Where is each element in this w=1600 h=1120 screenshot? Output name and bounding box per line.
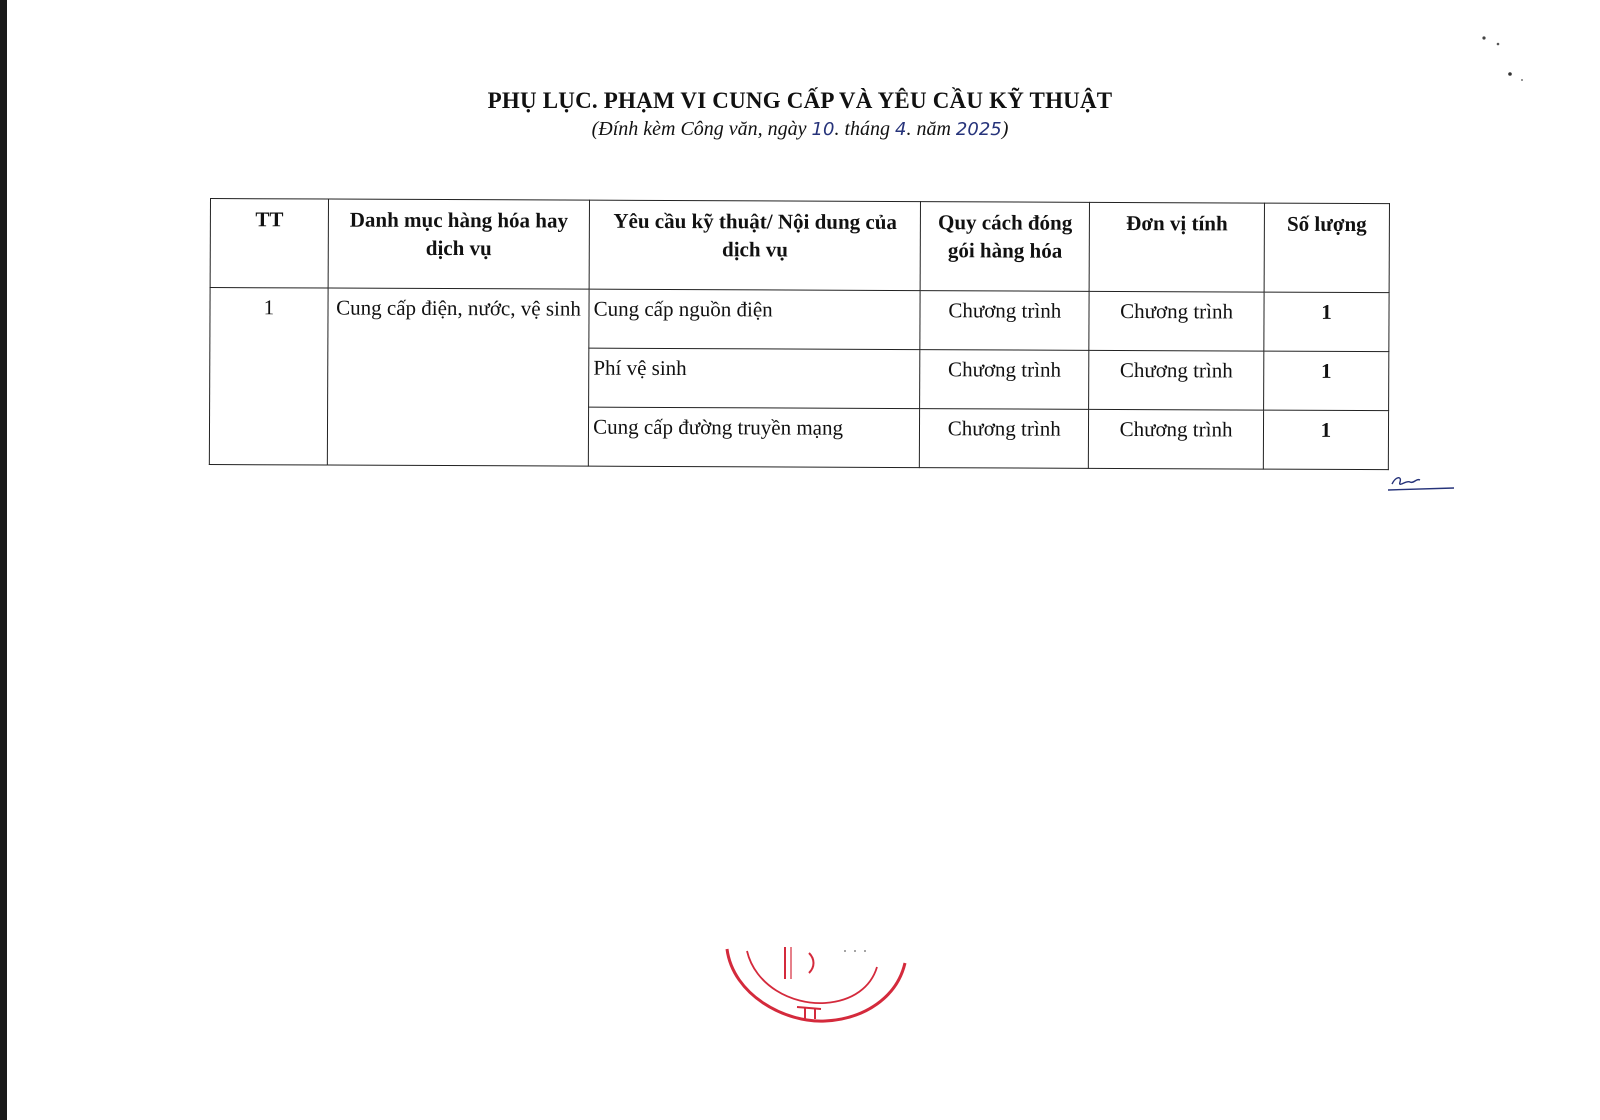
handwritten-year: 2025 (955, 119, 1002, 140)
cell-tt: 1 (209, 288, 328, 466)
header-category: Danh mục hàng hóa hay dịch vụ (328, 199, 590, 289)
cell-packaging: Chương trình (920, 350, 1089, 410)
cell-unit: Chương trình (1088, 409, 1263, 469)
cell-packaging: Chương trình (920, 409, 1089, 469)
subtitle-year-label: . năm (906, 118, 956, 140)
scan-edge (0, 0, 7, 1120)
header-packaging: Quy cách đóng gói hàng hóa (921, 202, 1090, 292)
handwritten-month: 4 (895, 119, 907, 140)
cell-quantity: 1 (1264, 351, 1389, 411)
cell-requirement: Phí vệ sinh (589, 348, 921, 408)
subtitle-prefix: (Đính kèm Công văn, ngày (591, 118, 812, 140)
subtitle-month-label: . tháng (834, 118, 896, 140)
cell-requirement: Cung cấp đường truyền mạng (588, 407, 920, 467)
cell-requirement: Cung cấp nguồn điện (589, 289, 921, 349)
handwritten-day: 10 (811, 119, 835, 140)
scan-specks (1480, 30, 1530, 90)
header-tt: TT (210, 199, 328, 289)
cell-unit: Chương trình (1089, 291, 1264, 351)
cell-unit: Chương trình (1089, 350, 1264, 410)
official-stamp (725, 945, 915, 1035)
table-header-row (210, 199, 1389, 293)
table-row (210, 288, 1389, 352)
header-requirement: Yêu cầu kỹ thuật/ Nội dung của dịch vụ (589, 200, 921, 290)
cell-quantity: 1 (1264, 292, 1389, 352)
header-unit: Đơn vị tính (1089, 202, 1264, 292)
cell-packaging: Chương trình (920, 291, 1089, 351)
header-quantity: Số lượng (1264, 203, 1389, 293)
cell-quantity: 1 (1263, 410, 1388, 470)
cell-category: Cung cấp điện, nước, vệ sinh (327, 288, 589, 466)
page-title: PHỤ LỤC. PHẠM VI CUNG CẤP VÀ YÊU CẦU KỸ THUẬT (487, 88, 1113, 113)
page-subtitle (0, 118, 1600, 141)
scope-table (209, 198, 1390, 470)
subtitle-suffix: ) (1001, 118, 1009, 140)
handwritten-initial (1388, 470, 1458, 494)
